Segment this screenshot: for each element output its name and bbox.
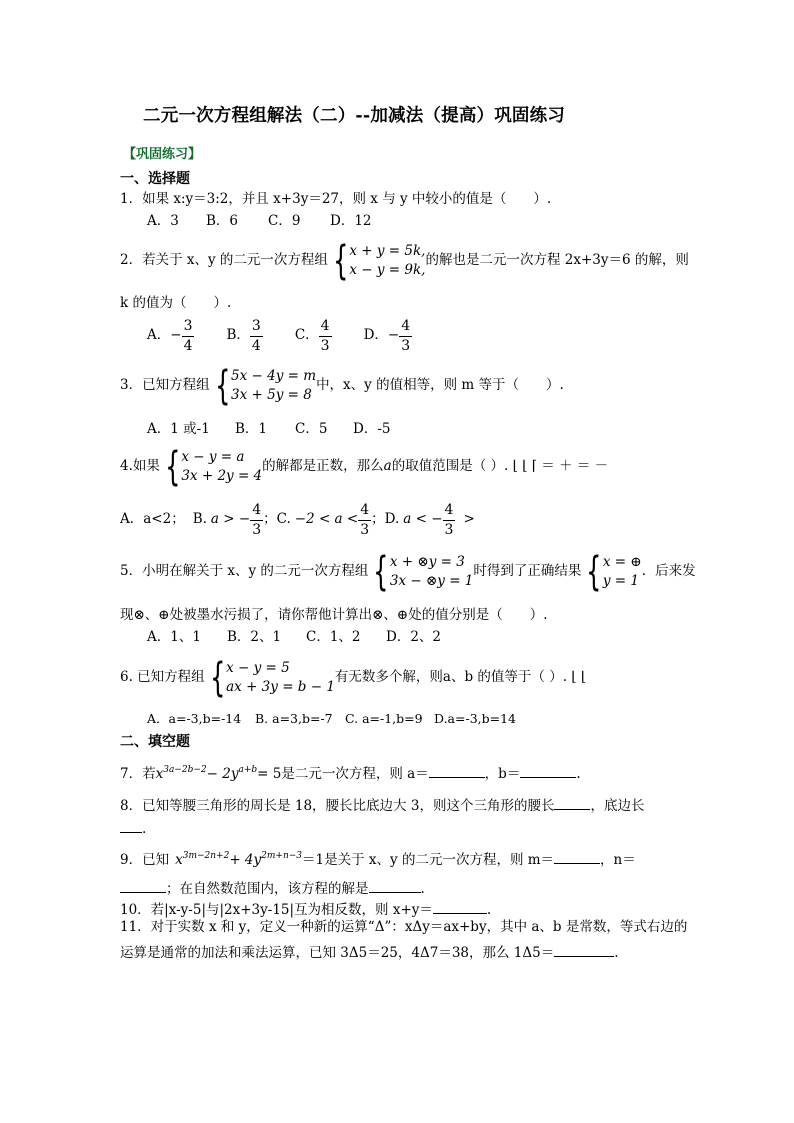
question-3-suffix: 中，x、y 的值相等，则 m 等于（ ）.	[316, 377, 564, 394]
question-6-prefix: 6. 已知方程组	[120, 669, 205, 686]
answer-blank-b[interactable]	[520, 765, 576, 778]
question-3-stem	[120, 363, 564, 409]
option-label: A．	[147, 327, 171, 344]
question-7-base-x: x	[155, 766, 164, 782]
question-5-prefix: 5．小明在解关于 x、y 的二元一次方程组	[120, 563, 369, 580]
option-label: C．	[294, 327, 319, 344]
brace-icon: {	[373, 549, 389, 595]
question-9-line2	[120, 880, 425, 897]
question-4-stem	[120, 444, 609, 490]
question-5-result-y: y = 1	[602, 573, 639, 589]
question-9-text: ；在自然数范围内，该方程的解是	[166, 881, 369, 897]
question-2-eq1: x + y = 5k,	[349, 243, 426, 259]
question-5-option-b: B．2、1	[227, 629, 282, 645]
question-3-eq2: 3x + 5y = 8	[231, 387, 312, 403]
question-7-exp-x: 3a−2b−2	[163, 765, 207, 775]
question-4-option-d-label: ；D.	[371, 511, 400, 528]
answer-blank-m[interactable]	[554, 851, 600, 864]
question-9-n-label: ，n＝	[600, 852, 636, 868]
answer-blank-base[interactable]	[120, 820, 142, 833]
question-6-suffix: 有无数多个解，则a、b 的值等于（ ）. ⌊ ⌊	[334, 669, 587, 686]
question-5-result-x: x = ⊕	[602, 554, 642, 570]
option-label: B．	[226, 327, 250, 344]
fraction: $\frac{3}{4}$	[183, 318, 193, 354]
question-11-text: 运算是通常的加法和乘法运算，已知 3Δ5＝25，4Δ7＝38，那么 1Δ5＝	[120, 945, 555, 961]
question-11-line1: 11．对于实数 x 和 y，定义一种新的运算“Δ”：xΔy＝ax+by，其中 a、b 是常数，等式右边的	[120, 919, 688, 935]
question-10-text: 10．若|x-y-5|与|2x+3y-15|互为相反数，则 x+y＝	[120, 902, 433, 918]
question-9-line1	[120, 851, 636, 868]
section-fill-heading: 二、填空题	[120, 734, 190, 750]
option-sign: −	[170, 327, 182, 344]
answer-blank-a[interactable]	[429, 765, 485, 778]
question-8-line1	[120, 797, 644, 814]
question-3-option-d: D．-5	[353, 421, 391, 437]
question-3-option-a: A．1 或-1	[147, 421, 210, 437]
question-3-option-c: C．5	[295, 421, 328, 437]
question-3-option-b: B．1	[235, 421, 268, 437]
question-8-text-end: ，底边长	[590, 798, 645, 814]
question-3-system	[210, 363, 317, 409]
fraction: $\frac{4}{3}$	[252, 502, 262, 538]
question-7-base-y: y	[230, 766, 239, 782]
question-2-prefix: 2．若关于 x、y 的二元一次方程组	[120, 252, 328, 269]
question-4-suffix-a: 的解都是正数，那么	[262, 458, 384, 475]
brace-icon: {	[164, 444, 181, 490]
question-5-middle: 时得到了正确结果	[473, 563, 582, 580]
brace-icon: {	[333, 238, 349, 284]
fraction: $\frac{4}{3}$	[360, 502, 370, 538]
question-9-mid: + 4	[229, 852, 254, 868]
question-5-result	[581, 549, 642, 595]
question-7-end: .	[576, 766, 581, 782]
question-4-end: >	[463, 511, 475, 528]
question-2-option-c	[295, 319, 332, 353]
answer-blank-solution[interactable]	[369, 880, 421, 893]
question-4-option-c: −2 < a <	[294, 511, 359, 528]
question-7-prefix: 7．若	[120, 766, 156, 782]
question-6-option-b: B. a=3,b=-7	[255, 711, 333, 726]
question-1-option-c: C．9	[268, 213, 301, 229]
question-4-variable: a	[383, 458, 392, 475]
question-5-line2: 现⊗、⊕处被墨水污损了，请你帮他计算出⊗、⊕处的值分别是（ ）.	[120, 607, 548, 623]
question-10-end: .	[486, 902, 492, 918]
question-2-eq2: x − y = 9k,	[349, 262, 426, 278]
question-6-eq1: x − y = 5	[226, 660, 290, 676]
question-1-option-b: B．6	[206, 213, 239, 229]
question-1-option-d: D．12	[330, 213, 372, 229]
option-label: D．	[363, 327, 388, 344]
question-5-suffix: ．后来发	[641, 563, 696, 580]
question-11-end: .	[614, 945, 619, 961]
question-5-system	[368, 549, 474, 595]
question-7-suffix: = 5是二元一次方程，则 a＝	[257, 766, 429, 782]
question-6-option-a: A．a=-3,b=-14	[147, 711, 242, 726]
question-9-exp-x: 3m−2n+2	[182, 851, 230, 861]
question-5-eq2: 3x − ⊗y = 1	[389, 573, 474, 589]
question-7-exp-y: a+b	[238, 765, 258, 775]
question-4-option-d: a < −	[403, 511, 443, 528]
question-7-mid: − 2	[206, 766, 231, 782]
section-tag: 【巩固练习】	[123, 147, 202, 162]
question-4-option-b: a > −	[210, 511, 251, 528]
question-9-end: .	[420, 881, 425, 897]
question-4-eq1: x − y = a	[181, 449, 245, 465]
question-9-base-x: x	[175, 852, 183, 868]
question-8-line2	[120, 820, 146, 837]
question-9-base-y: y	[253, 852, 262, 868]
question-1-stem: 1．如果 x:y＝3:2，并且 x+3y＝27，则 x 与 y 中较小的值是（ ）.	[120, 191, 552, 207]
question-11-line2	[120, 944, 619, 961]
question-6-option-c: C. a=-1,b=9	[345, 711, 423, 726]
question-4-options	[120, 503, 475, 537]
question-4-eq2: 3x + 2y = 4	[181, 468, 263, 484]
question-5-option-c: C．1、2	[306, 629, 361, 645]
section-choice-heading: 一、选择题	[120, 171, 190, 187]
fraction: $\frac{4}{3}$	[401, 318, 411, 354]
page-title: 二元一次方程组解法（二）--加减法（提高）巩固练习	[143, 106, 566, 126]
question-2-option-a	[147, 319, 194, 353]
question-4-system	[160, 444, 263, 490]
question-5-option-a: A．1、1	[147, 629, 201, 645]
question-1-option-a: A．3	[147, 213, 179, 229]
question-5-option-d: D．2、2	[386, 629, 442, 645]
question-2-option-d	[364, 319, 413, 353]
question-2-options	[147, 319, 412, 353]
question-6-eq2: ax + 3y = b − 1	[226, 679, 335, 695]
question-2-system	[328, 238, 426, 284]
question-6-stem	[120, 655, 587, 701]
question-4-option-a: A．a<2；	[120, 511, 185, 528]
question-9-exp-y: 2m+n−3	[261, 851, 303, 861]
fraction: $\frac{3}{4}$	[251, 318, 261, 354]
question-4-option-b-label: B.	[192, 511, 207, 528]
answer-blank-leg[interactable]	[554, 797, 590, 810]
option-sign: −	[387, 327, 400, 344]
brace-icon: {	[586, 549, 602, 595]
question-5-eq1: x + ⊗y = 3	[389, 554, 465, 570]
question-4-suffix-b: 的取值范围是（ ）. ⌊ ⌊ ⌈ ＝ ＋ ＝ －	[391, 458, 609, 475]
question-5-stem	[120, 549, 696, 595]
brace-icon: {	[214, 363, 230, 409]
question-9-suffix: ＝1是关于 x、y 的二元一次方程，则 m＝	[302, 852, 555, 868]
answer-blank-n[interactable]	[120, 880, 166, 893]
question-2-suffix: 的解也是二元一次方程 2x+3y＝6 的解，则	[425, 252, 689, 269]
brace-icon: {	[209, 655, 226, 701]
question-2-stem	[120, 238, 689, 284]
fraction: $\frac{4}{3}$	[320, 318, 330, 354]
question-10	[120, 901, 491, 918]
question-3-prefix: 3．已知方程组	[120, 377, 210, 394]
answer-blank-sum[interactable]	[433, 901, 487, 914]
question-8-text: 8．已知等腰三角形的周长是 18，腰长比底边大 3，则这个三角形的腰长	[120, 798, 555, 814]
question-4-prefix: 4.如果	[120, 458, 160, 475]
question-9-prefix: 9．已知	[120, 852, 170, 868]
answer-blank-result[interactable]	[554, 944, 614, 957]
question-2-line2: k 的值为（ ）.	[120, 295, 232, 311]
question-4-option-c-label: ；C.	[263, 511, 291, 528]
question-6-system	[205, 655, 335, 701]
question-3-eq1: 5x − 4y = m	[231, 368, 317, 384]
question-2-option-b	[226, 319, 262, 353]
question-7-comma: ，b＝	[484, 766, 521, 782]
question-7	[120, 765, 581, 782]
fraction: $\frac{4}{3}$	[444, 502, 454, 538]
question-8-end: .	[142, 821, 147, 837]
question-6-option-d: D.a=-3,b=14	[434, 711, 517, 726]
